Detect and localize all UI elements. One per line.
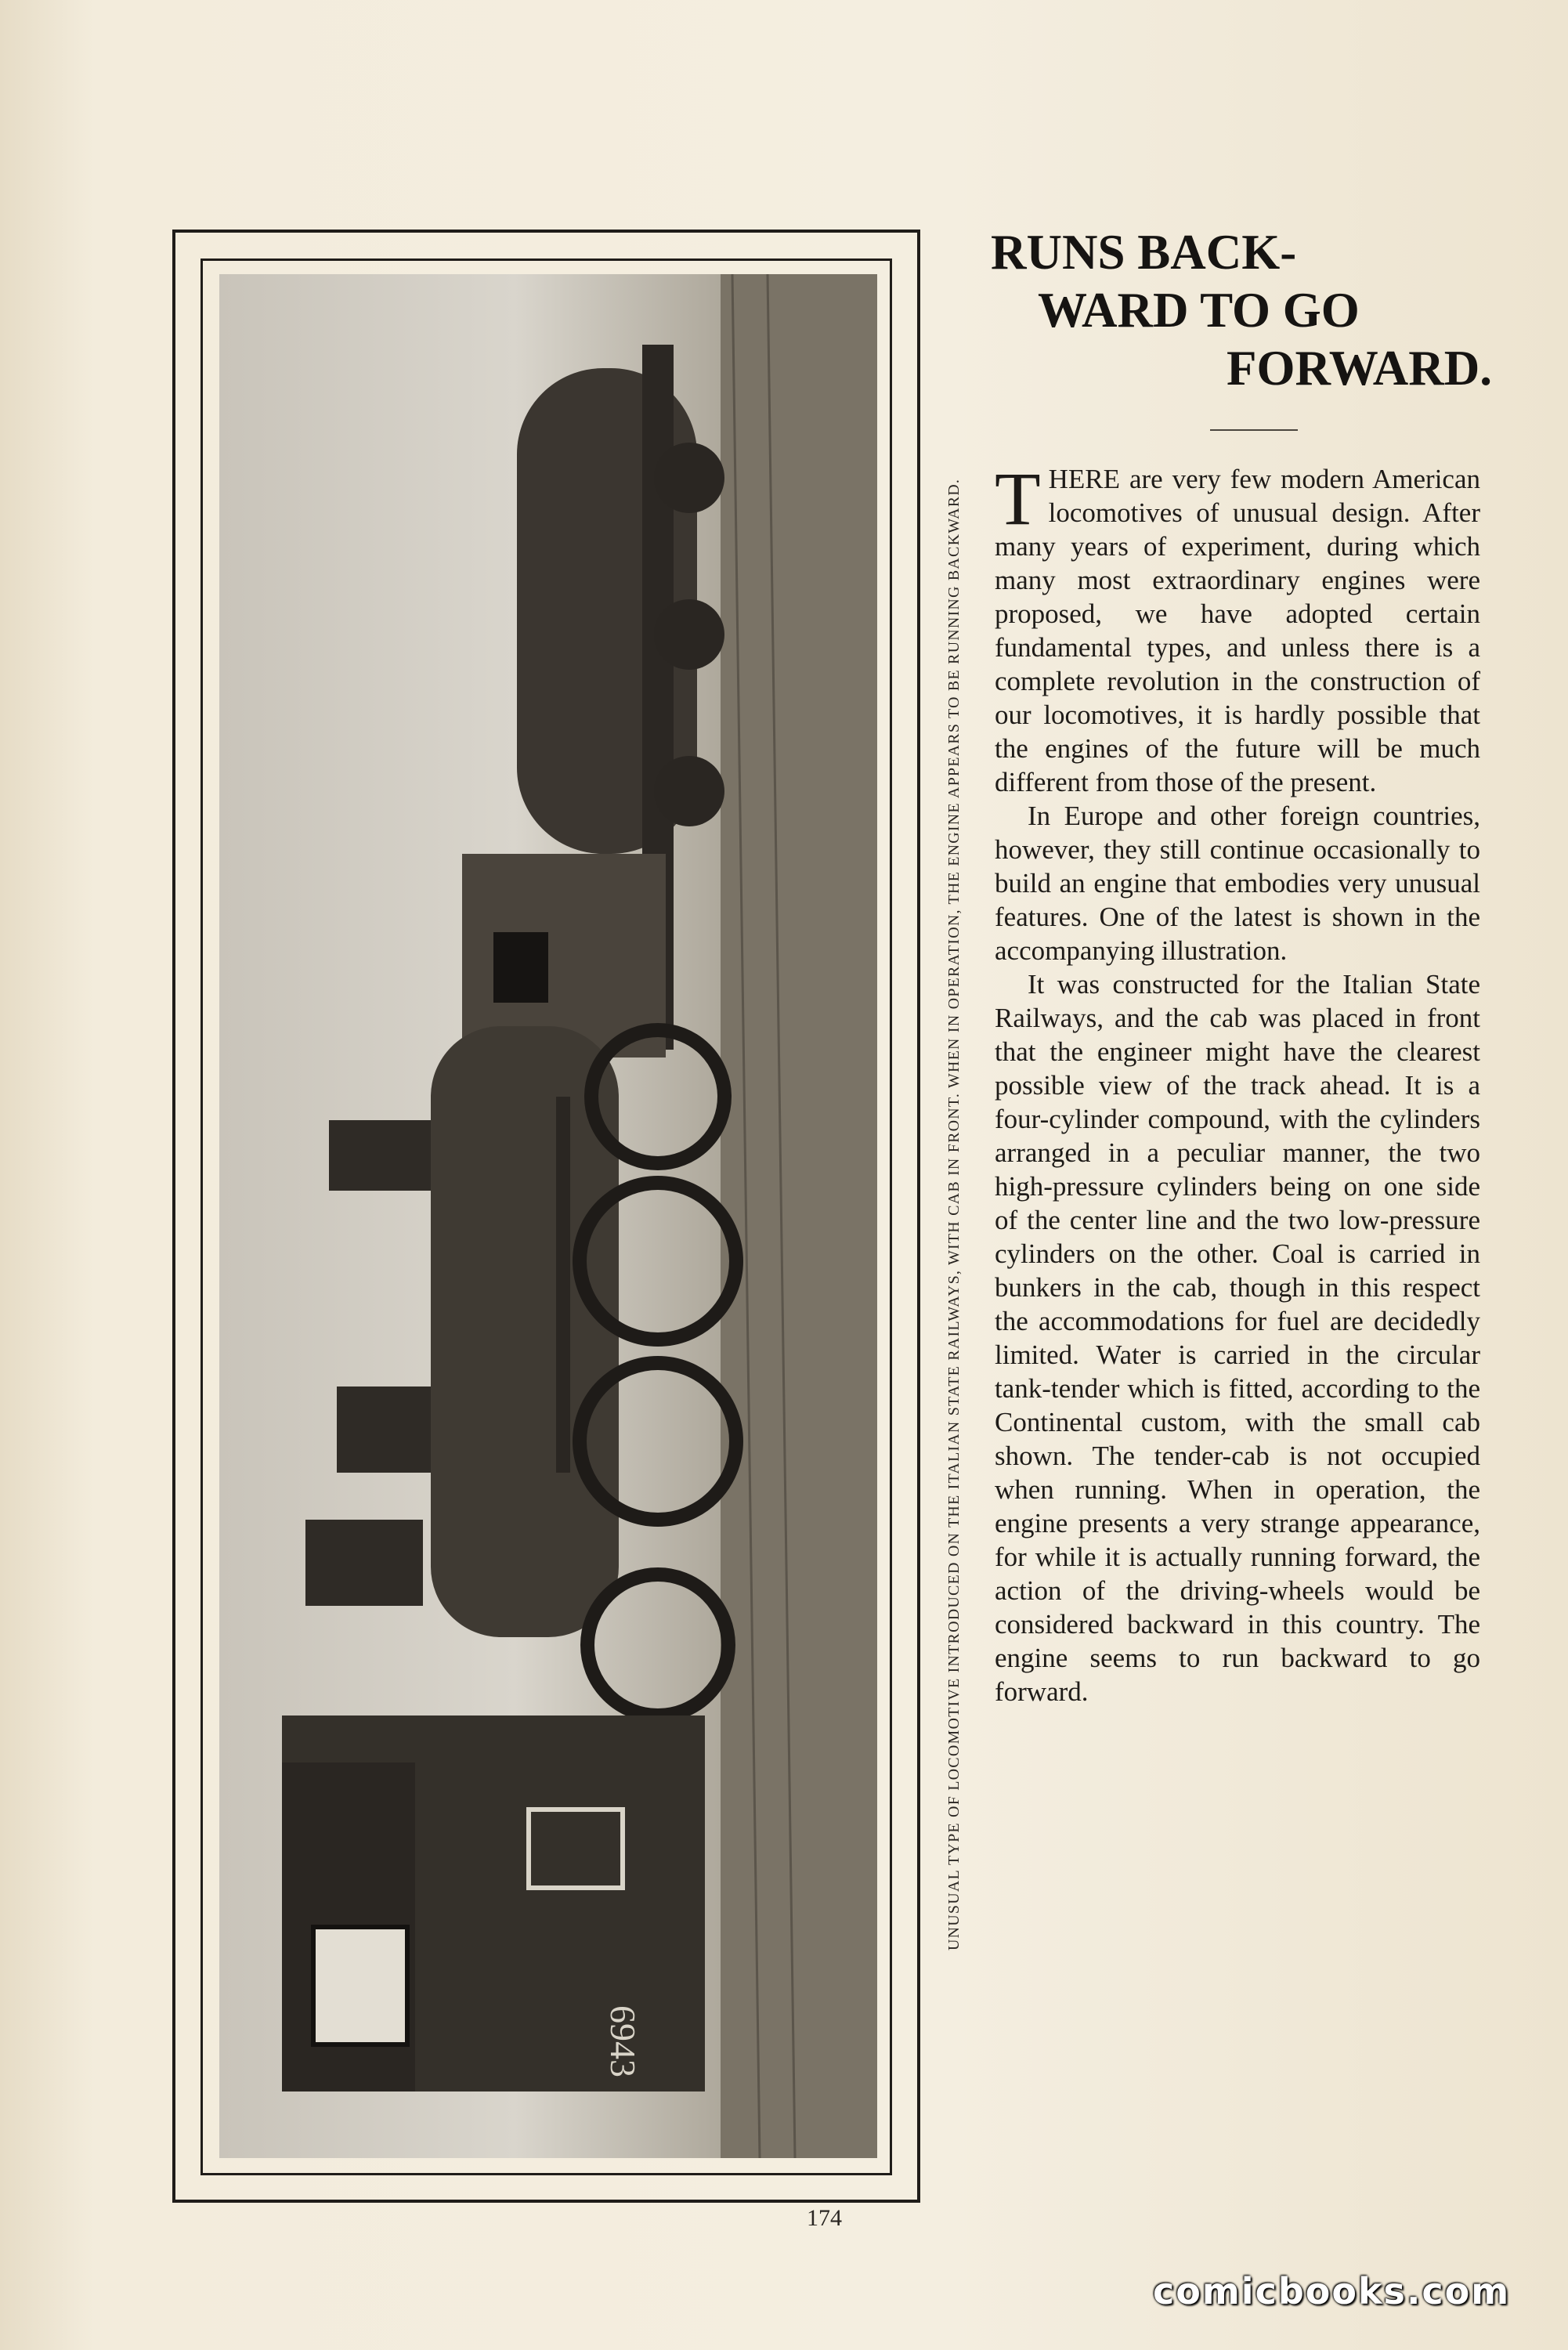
cab-window [313,1927,407,2044]
smokestack [329,1120,431,1191]
headline-line: WARD TO GO [1038,283,1360,338]
page-number: 174 [807,2205,842,2231]
headline-line: FORWARD. [1226,341,1492,396]
photo-caption: UNUSUAL TYPE OF LOCOMOTIVE INTRODUCED ON THE ITALIAN STATE RAILWAYS, WITH CAB IN FRONT. WHEN IN OPERATION, THE ENGINE APPEARS TO BE RUNNING BACKWARD. [945,478,963,1950]
locomotive-photo [219,274,877,2158]
article-headline [991,223,1492,397]
headline-divider [1210,429,1298,431]
article-paragraph: In Europe and other foreign countries, however, they still continue occasionally to build an engine that embodies very unusual features. One of the latest is shown in the accompanying illustration. [995,801,1480,966]
article-paragraph [995,457,1480,799]
drop-cap: T [995,457,1041,540]
site-watermark: comicbooks.com [1153,2270,1511,2312]
tender-cab-window [493,932,548,1003]
driving-wheel [587,1574,728,1716]
connecting-rod [556,1097,570,1473]
steam-dome [337,1386,431,1473]
paragraph-text: HERE are very few modern American locomotives of unusual design. After many years of experiment, during which many most extraordinary engines were proposed, we have adopted certain fundamental types, and unless there is a complete revolution in the construction of our locomotives, it is hardly possible that the engines of the future will be much different from those of the present. [995,464,1480,797]
article-paragraph: It was constructed for the Italian State Railways, and the cab was placed in front that the engineer might have the clearest possible view of the track ahead. It is a four-cylinder compound, with the cylinders arranged in a peculiar manner, the two high-pressure cylinders being on one side of the center line and the two low-pressure cylinders on the other. Coal is carried in bunkers in the cab, though in this respect the accommodations for fuel are decidedly limited. Water is carried in the circular tank-tender which is fitted, according to the Continental custom, with the small cab shown. The tender-cab is not occupied when running. When in operation, the engine presents a very strange appearance, for while it is actually running forward, the action of the driving-wheels would be considered backward in this country. The engine seems to run backward to go forward. [995,969,1480,1707]
tender-wheel [654,599,724,670]
article-body [995,457,1480,1708]
sand-dome [305,1520,423,1606]
track-ground [721,274,877,2158]
tender-wheel [654,443,724,513]
locomotive-number: 6943 [603,2005,643,2077]
headline-line: RUNS BACK- [991,225,1297,280]
locomotive-illustration [219,274,877,2158]
tender-wheel [654,756,724,826]
